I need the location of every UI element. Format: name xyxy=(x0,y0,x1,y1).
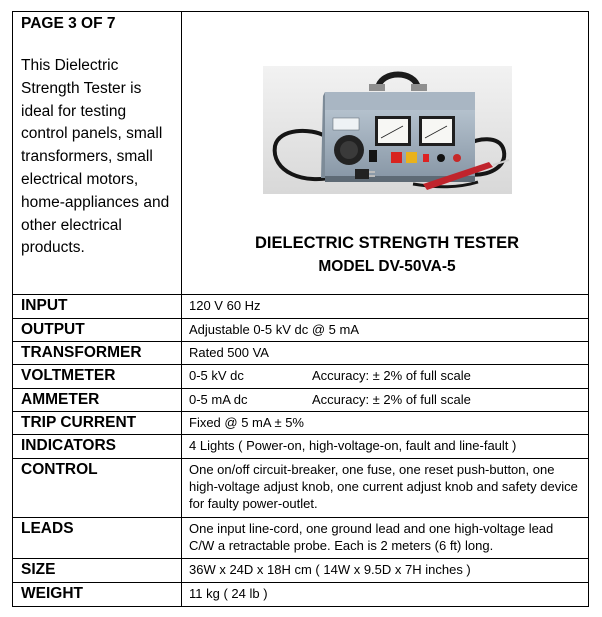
spec-label: OUTPUT xyxy=(13,319,182,342)
spec-row-indicators xyxy=(13,435,589,459)
spec-row-output xyxy=(13,319,589,342)
spec-value: Fixed @ 5 mA ± 5% xyxy=(182,412,589,435)
spec-row-control xyxy=(13,459,589,518)
product-title: DIELECTRIC STRENGTH TESTER xyxy=(254,234,519,252)
spec-accuracy: Accuracy: ± 2% of full scale xyxy=(312,368,471,383)
spec-label: SIZE xyxy=(13,559,182,583)
product-photo xyxy=(263,66,512,194)
spec-label: WEIGHT xyxy=(13,583,182,607)
spec-value: 11 kg ( 24 lb ) xyxy=(182,583,589,607)
page-label: PAGE 3 OF 7 xyxy=(21,15,116,32)
spec-row-input xyxy=(13,295,589,319)
spec-value-cell xyxy=(182,365,589,389)
spec-value: One input line-cord, one ground lead and one high-voltage lead C/W a retractable probe. Each is 2 meters (6 ft) long. xyxy=(182,518,589,559)
spec-value: One on/off circuit-breaker, one fuse, one reset push-button, one high-voltage adjust knob, one current adjust knob and safety device for faulty power-outlet. xyxy=(182,459,589,518)
spec-value: 0-5 kV dc xyxy=(189,368,244,383)
spec-row-ammeter xyxy=(13,389,589,412)
spec-row-size xyxy=(13,559,589,583)
spec-label: INPUT xyxy=(13,295,182,319)
product-model: MODEL DV-50VA-5 xyxy=(318,258,456,275)
description-cell xyxy=(13,12,182,295)
spec-value: 0-5 mA dc xyxy=(189,392,248,407)
spec-label: LEADS xyxy=(13,518,182,559)
spec-value: 36W x 24D x 18H cm ( 14W x 9.5D x 7H inches ) xyxy=(182,559,589,583)
spec-value-cell xyxy=(182,389,589,412)
spec-label: INDICATORS xyxy=(13,435,182,459)
spec-value: 120 V 60 Hz xyxy=(182,295,589,319)
spec-value: 4 Lights ( Power-on, high-voltage-on, fault and line-fault ) xyxy=(182,435,589,459)
spec-label: TRIP CURRENT xyxy=(13,412,182,435)
spec-label: AMMETER xyxy=(13,389,182,412)
spec-label: TRANSFORMER xyxy=(13,342,182,365)
spec-label: VOLTMETER xyxy=(13,365,182,389)
spec-row-transformer xyxy=(13,342,589,365)
spec-row-voltmeter xyxy=(13,365,589,389)
spec-row-leads xyxy=(13,518,589,559)
spec-value: Rated 500 VA xyxy=(182,342,589,365)
spec-accuracy: Accuracy: ± 2% of full scale xyxy=(312,392,471,407)
spec-row-trip-current xyxy=(13,412,589,435)
spec-value: Adjustable 0-5 kV dc @ 5 mA xyxy=(182,319,589,342)
spec-label: CONTROL xyxy=(13,459,182,518)
spec-row-weight xyxy=(13,583,589,607)
product-description: This Dielectric Strength Tester is ideal for testing control panels, small transformers, small electrical motors, home-appliances and other electrical products. xyxy=(21,57,170,257)
